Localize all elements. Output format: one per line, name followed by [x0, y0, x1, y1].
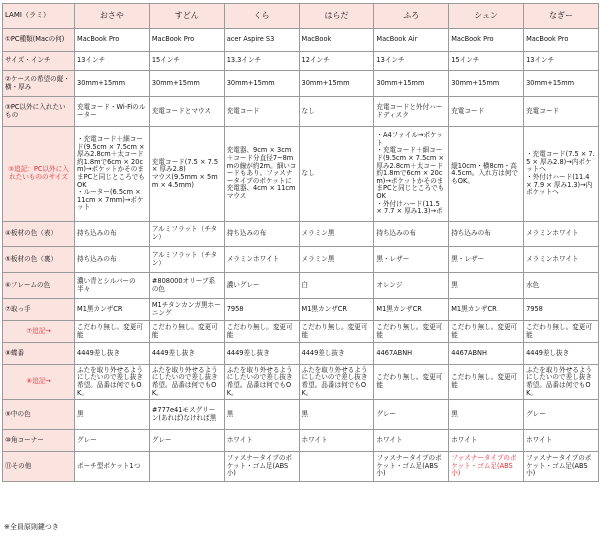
table-cell: 持ち込みの布 [374, 222, 449, 247]
table-cell: ホワイト [374, 430, 449, 452]
table-cell: 縦10cm・横8cm・高4.5cm。入れ方は何でもOK。 [449, 127, 524, 222]
table-cell: 持ち込みの布 [75, 247, 150, 273]
table-row [3, 29, 599, 52]
table-cell: 充電コード [524, 97, 599, 127]
table-cell: こだわり無し。変更可能 [374, 321, 449, 343]
row-label-cell [3, 299, 75, 321]
row-label-cell [3, 127, 75, 222]
table-cell: メラミンホワイト [224, 247, 299, 273]
person-name-nagi: なぎー [524, 4, 599, 29]
table-cell: ファスナータイプのポケット・ゴム足(ABS小) [224, 452, 299, 482]
row-label-cell [3, 430, 75, 452]
table-cell: 30mm+15mm [299, 71, 374, 97]
row-label-cell [3, 222, 75, 247]
table-cell: 12インチ [299, 52, 374, 71]
table-row [3, 127, 599, 222]
table-cell: 黒 [224, 400, 299, 430]
table-cell: ホワイト [299, 430, 374, 452]
table-cell: M1黒カンザCR [299, 299, 374, 321]
table-cell: M1黒カンザCR [374, 299, 449, 321]
table-cell: こだわり無し。変更可能 [224, 321, 299, 343]
table-cell: こだわり無し。変更可能 [449, 365, 524, 400]
table-cell [299, 452, 374, 482]
row-label: サイズ・インチ [5, 56, 51, 65]
table-cell: 30mm+15mm [449, 71, 524, 97]
table-cell: MacBook Pro [524, 29, 599, 52]
table-cell: 充電コード(7.5 × 7.5 × 厚み2.8) マウス(9.5mm × 5mm × 4.5mm) [149, 127, 224, 222]
table-cell: 黒 [449, 400, 524, 430]
table-cell: ・A4ファイル→ポケット ・充電コード＋細コード(9.5cm × 7.5cm × 厚み2.8cm＋太コード約1.8mで6cm × 20cm)→ポケットかそのままPCと同じところでもOK ・外付けハード(11.5 × 7.7 × 厚み1.3)→ポ [374, 127, 449, 222]
table-cell: 持ち込みの布 [449, 222, 524, 247]
table-cell: こだわり無し。変更可能 [149, 321, 224, 343]
table-cell: アルミフラット（チタン） [149, 247, 224, 273]
table-cell: オレンジ [374, 273, 449, 299]
table-cell: ふたを取り外せるようにしたいので差し抜き希望。品番は何でもOK。 [149, 365, 224, 400]
row-label-cell [3, 365, 75, 400]
table-cell: acer Aspire S3 [224, 29, 299, 52]
table-cell: ファスナータイプのポケット・ゴム足(ABS小) [374, 452, 449, 482]
row-label-cell [3, 71, 75, 97]
row-label: ③追記：PC以外に入れたいもののサイズ [8, 165, 69, 181]
table-cell: ふたを取り外せるようにしたいので差し抜き希望。品番は何でもOK。 [224, 365, 299, 400]
table-cell: 30mm+15mm [149, 71, 224, 97]
table-row [3, 452, 599, 482]
table-body [3, 29, 599, 482]
table-cell: 充電コード・Wi-Fiのルーター [75, 97, 150, 127]
row-label-cell [3, 29, 75, 52]
row-label: ④板材の色（表） [5, 229, 58, 238]
table-cell: グレー [75, 430, 150, 452]
table-cell: 7958 [224, 299, 299, 321]
table-row [3, 365, 599, 400]
row-label: ①PC種類(Macの何) [5, 35, 65, 44]
row-label-cell [3, 321, 75, 343]
table-cell: ・充電コード＋細コード(9.5cm × 7.5cm × 厚み2.8cm＋太コード約1.8mで6cm × 20cm)→ポケットかそのままPCと同じところでもOK ・ルーター(6.5cm × 11cm × 7mm)→ポケット [75, 127, 150, 222]
table-cell: 4449差し抜き [299, 343, 374, 365]
table-cell: 15インチ [149, 52, 224, 71]
table-cell: 充電コード [449, 97, 524, 127]
table-cell [149, 452, 224, 482]
table-cell: 30mm+15mm [224, 71, 299, 97]
row-label: ⑦追記→ [26, 326, 51, 335]
table-cell: #808000オリーブ系の色 [149, 273, 224, 299]
row-label-cell [3, 52, 75, 71]
table-row [3, 299, 599, 321]
table-cell: 充電コード [224, 97, 299, 127]
table-cell: こだわり無し。変更可能 [75, 321, 150, 343]
table-cell: ファスナータイプのポケット・ゴム足(ABS小) [524, 452, 599, 482]
spec-table [2, 3, 599, 482]
row-label: ⑤板材の色（裏） [5, 254, 58, 263]
table-cell: 4449差し抜き [524, 343, 599, 365]
table-row [3, 400, 599, 430]
table-cell: メラミンホワイト [524, 247, 599, 273]
table-cell: 黒 [75, 400, 150, 430]
table-cell: 13インチ [374, 52, 449, 71]
table-cell: 充電コードと外付ハードディスク [374, 97, 449, 127]
table-cell: 4449差し抜き [224, 343, 299, 365]
table-cell: 濃いグレー [224, 273, 299, 299]
table-cell: ふたを取り外せるようにしたいので差し抜き希望。品番は何でもOK。 [299, 365, 374, 400]
table-cell: #777e41モスグリーン(あれば)なければ黒 [149, 400, 224, 430]
row-label: ⑪その他 [5, 461, 32, 470]
table-cell: グレー [149, 430, 224, 452]
table-cell: ・充電コード(7.5 × 7.5 × 厚み2.8)→内ポケットへ ・外付けハード(11.4 × 7.9 × 厚み1.3)→内ポケットへ [524, 127, 599, 222]
table-cell: 13.3インチ [224, 52, 299, 71]
header-corner-cell: LAMI（ラミ） [3, 4, 75, 29]
person-name-harada: はらだ [299, 4, 374, 29]
table-cell: M1黒カンザCR [449, 299, 524, 321]
table-cell: 黒 [299, 400, 374, 430]
table-cell: 7958 [524, 299, 599, 321]
table-cell: 黒・レザー [449, 247, 524, 273]
table-cell: M1チタンカンガ黒ホーニング [149, 299, 224, 321]
table-cell: こだわり無し。変更可能 [374, 365, 449, 400]
table-cell: MacBook Pro [449, 29, 524, 52]
table-cell: 13インチ [75, 52, 150, 71]
table-cell: ポーチ型ポケット1つ [75, 452, 150, 482]
row-label: ③PC以外に入れたいもの [5, 102, 66, 119]
table-cell: アルミフラット（チタン） [149, 222, 224, 247]
table-cell: メラミンホワイト [524, 222, 599, 247]
table-cell: なし [299, 127, 374, 222]
row-label: ⑩角コーナー [5, 435, 44, 444]
table-row [3, 321, 599, 343]
table-cell: 4449差し抜き [75, 343, 150, 365]
table-cell: こだわり無し。変更可能 [524, 321, 599, 343]
table-cell: グレー [524, 400, 599, 430]
table-cell: 30mm+15mm [524, 71, 599, 97]
table-row [3, 97, 599, 127]
table-cell: 持ち込みの布 [224, 222, 299, 247]
table-cell: 4467ABNH [374, 343, 449, 365]
table-cell: 30mm+15mm [374, 71, 449, 97]
row-label: ②ケースの希望の縦・横・厚み [5, 74, 70, 91]
row-label-cell [3, 400, 75, 430]
table-cell: ふたを取り外せるようにしたいので差し抜き希望。品番は何でもOK。 [75, 365, 150, 400]
table-row [3, 52, 599, 71]
row-label-cell [3, 273, 75, 299]
row-label: ⑧蝶番 [5, 348, 25, 357]
row-label: ⑨中の色 [5, 409, 31, 418]
table-cell: 4467ABNH [449, 343, 524, 365]
table-cell: こだわり無し。変更可能 [449, 321, 524, 343]
row-label-cell [3, 247, 75, 273]
person-name-sudon: すどん [149, 4, 224, 29]
table-cell: 黒 [449, 273, 524, 299]
table-cell: 充電器、9cm × 3cm＋コード分直径7~8mmの線が約2m。細いコードもあり。ファスナータイプのポケットに充電器、4cm × 11cmマウス [224, 127, 299, 222]
table-cell: ホワイト [224, 430, 299, 452]
table-cell: ふたを取り外せるようにしたいので差し抜き希望。品番は何でもOK。 [524, 365, 599, 400]
person-name-kura: くら [224, 4, 299, 29]
table-cell: ファスナータイプのポケット・ゴム足(ABS小) [449, 452, 524, 482]
table-cell: ホワイト [449, 430, 524, 452]
table-cell: 濃い青とシルバーの半々 [75, 273, 150, 299]
person-name-osaya: おさや [75, 4, 150, 29]
person-name-furo: ふろ [374, 4, 449, 29]
table-cell: 白 [299, 273, 374, 299]
footnote: ※全員原則鍵つき [4, 523, 59, 531]
table-cell: メラミン黒 [299, 222, 374, 247]
row-label: ⑥フレームの色 [5, 280, 51, 289]
table-row [3, 247, 599, 273]
header-row [3, 4, 599, 29]
table-cell: M1黒カンザCR [75, 299, 150, 321]
row-label: ⑧追記→ [26, 377, 51, 386]
table-cell: 充電コードとマウス [149, 97, 224, 127]
table-cell: 30mm+15mm [75, 71, 150, 97]
table-cell: こだわり無し。変更可能 [299, 321, 374, 343]
table-cell: MacBook [299, 29, 374, 52]
table-cell: ホワイト [524, 430, 599, 452]
table-cell: MacBook Air [374, 29, 449, 52]
table-row [3, 273, 599, 299]
table-row [3, 430, 599, 452]
table-cell: 水色 [524, 273, 599, 299]
row-label-cell [3, 97, 75, 127]
table-row [3, 71, 599, 97]
row-label-cell [3, 452, 75, 482]
table-cell: グレー [374, 400, 449, 430]
table-row [3, 343, 599, 365]
table-cell: MacBook Pro [149, 29, 224, 52]
row-label: ⑦取っ手 [5, 304, 31, 313]
table-cell: 4449差し抜き [149, 343, 224, 365]
table-cell: 13インチ [524, 52, 599, 71]
table-row [3, 222, 599, 247]
table-cell: 持ち込みの布 [75, 222, 150, 247]
table-cell: 黒・レザー [374, 247, 449, 273]
table-cell: MacBook Pro [75, 29, 150, 52]
person-name-shun: シュン [449, 4, 524, 29]
table-cell: メラミン黒 [299, 247, 374, 273]
table-cell: 15インチ [449, 52, 524, 71]
table-cell: なし [299, 97, 374, 127]
row-label-cell [3, 343, 75, 365]
